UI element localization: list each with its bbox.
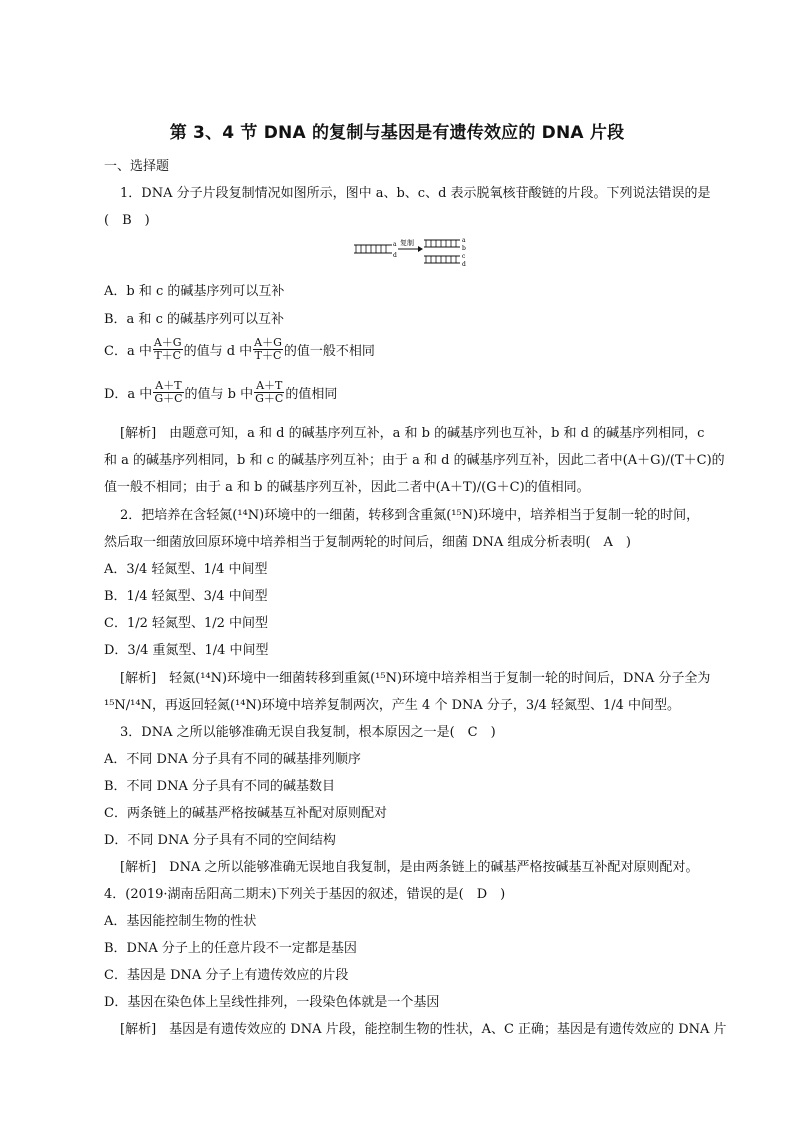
- q3-option-c: C．两条链上的碱基严格按碱基互补配对原则配对: [104, 806, 387, 821]
- q1-option-b: B．a 和 c 的碱基序列可以互补: [104, 312, 284, 327]
- q2-option-a: A．3/4 轻氮型、1/4 中间型: [104, 562, 268, 577]
- q1-option-a: A．b 和 c 的碱基序列可以互补: [104, 284, 285, 299]
- q2-explanation-1: [解析] 轻氮(¹⁴N)环境中一细菌转移到重氮(¹⁵N)环境中培养相当于复制一轮的时间后，DNA 分子全为: [120, 671, 711, 686]
- q4-option-d: D．基因在染色体上呈线性排列，一段染色体就是一个基因: [104, 995, 440, 1010]
- q3-explanation: [解析] DNA 之所以能够准确无误地自我复制，是由两条链上的碱基严格按碱基互补配对原则配对。: [120, 860, 699, 875]
- fraction-at-gc: [153, 380, 183, 405]
- q4-explanation: [解析] 基因是有遗传效应的 DNA 片段，能控制生物的性状，A、C 正确；基因是有遗传效应的 DNA 片: [120, 1022, 727, 1037]
- label-b-right: b: [462, 245, 466, 252]
- fraction-ag-tc: [153, 337, 183, 362]
- q1-stem: 1．DNA 分子片段复制情况如图所示，图中 a、b、c、d 表示脱氧核苷酸链的片段。下列说法错误的是: [120, 186, 711, 201]
- arrow-head: [418, 246, 423, 252]
- q3-stem: 3．DNA 之所以能够准确无误自我复制，根本原因之一是( C ): [120, 725, 496, 740]
- q1-option-c: [104, 337, 375, 362]
- label-a-left: a: [393, 241, 397, 248]
- q4-option-c: C．基因是 DNA 分子上有遗传效应的片段: [104, 968, 349, 983]
- q2-option-d: D．3/4 重氮型、1/4 中间型: [104, 643, 269, 658]
- q1-option-d: [104, 380, 337, 405]
- q2-stem-2: 然后取一细菌放回原环境中培养相当于复制两轮的时间后，细菌 DNA 组成分析表明( A ): [104, 535, 631, 550]
- q2-option-c: C．1/2 轻氮型、1/2 中间型: [104, 616, 269, 631]
- q1-option-d-mid: 的值与 b 中: [184, 387, 254, 402]
- q4-option-b: B．DNA 分子上的任意片段不一定都是基因: [104, 941, 357, 956]
- fraction-denominator: G＋C: [255, 392, 284, 405]
- q1-option-c-lead: C．a 中: [104, 344, 152, 359]
- label-d-right: d: [462, 261, 466, 268]
- fraction-numerator: A＋G: [153, 336, 182, 349]
- q3-option-d: D．不同 DNA 分子具有不同的空间结构: [104, 833, 336, 848]
- label-c-right: c: [462, 253, 466, 260]
- fraction-numerator: A＋T: [155, 379, 182, 392]
- fraction-ag-tc-2: [253, 337, 283, 362]
- daughter-dna-top: [424, 240, 460, 247]
- q2-explanation-2: ¹⁵N/¹⁴N，再返回轻氮(¹⁴N)环境中培养复制两次，产生 4 个 DNA 分子，3/4 轻氮型、1/4 中间型。: [104, 698, 681, 713]
- q1-explanation-3: 值一般不相同；由于 a 和 b 的碱基序列互补，因此二者中(A＋T)/(G＋C)的值相同。: [104, 480, 590, 495]
- q4-option-a: A．基因能控制生物的性状: [104, 914, 257, 929]
- section-heading: 一、选择题: [104, 159, 170, 174]
- q1-option-d-tail: 的值相同: [285, 387, 338, 402]
- dna-replication-diagram: [352, 236, 472, 272]
- fraction-at-gc-2: [254, 380, 284, 405]
- q3-option-a: A．不同 DNA 分子具有不同的碱基排列顺序: [104, 752, 361, 767]
- arrow-label: 复制: [400, 239, 414, 247]
- q2-option-b: B．1/4 轻氮型、3/4 中间型: [104, 589, 268, 604]
- q1-answer: ( B ): [104, 213, 150, 228]
- q1-option-d-lead: D．a 中: [104, 387, 153, 402]
- fraction-denominator: T＋C: [254, 349, 282, 362]
- daughter-dna-bottom: [424, 256, 460, 263]
- label-a-right: a: [462, 237, 466, 244]
- page-title: 第 3、4 节 DNA 的复制与基因是有遗传效应的 DNA 片段: [169, 123, 625, 143]
- fraction-numerator: A＋T: [256, 379, 283, 392]
- fraction-numerator: A＋G: [254, 336, 282, 349]
- fraction-denominator: G＋C: [154, 392, 183, 405]
- q1-option-c-mid: 的值与 d 中: [183, 344, 253, 359]
- q2-stem-1: 2．把培养在含轻氮(¹⁴N)环境中的一细菌，转移到含重氮(¹⁵N)环境中，培养相当于复制一轮的时间，: [120, 508, 700, 523]
- fraction-denominator: T＋C: [154, 349, 182, 362]
- parent-dna-strand: [354, 245, 392, 253]
- q1-explanation-2: 和 a 的碱基序列相同，b 和 c 的碱基序列互补；由于 a 和 d 的碱基序列互补，因此二者中(A＋G)/(T＋C)的: [104, 453, 725, 468]
- q1-explanation-1: [解析] 由题意可知，a 和 d 的碱基序列互补，a 和 b 的碱基序列也互补，b 和 d 的碱基序列相同，c: [120, 426, 705, 441]
- q4-stem: 4．(2019·湖南岳阳高二期末)下列关于基因的叙述，错误的是( D ): [104, 887, 506, 902]
- label-d-left: d: [393, 252, 397, 259]
- q1-option-c-tail: 的值一般不相同: [283, 344, 375, 359]
- q3-option-b: B．不同 DNA 分子具有不同的碱基数目: [104, 779, 336, 794]
